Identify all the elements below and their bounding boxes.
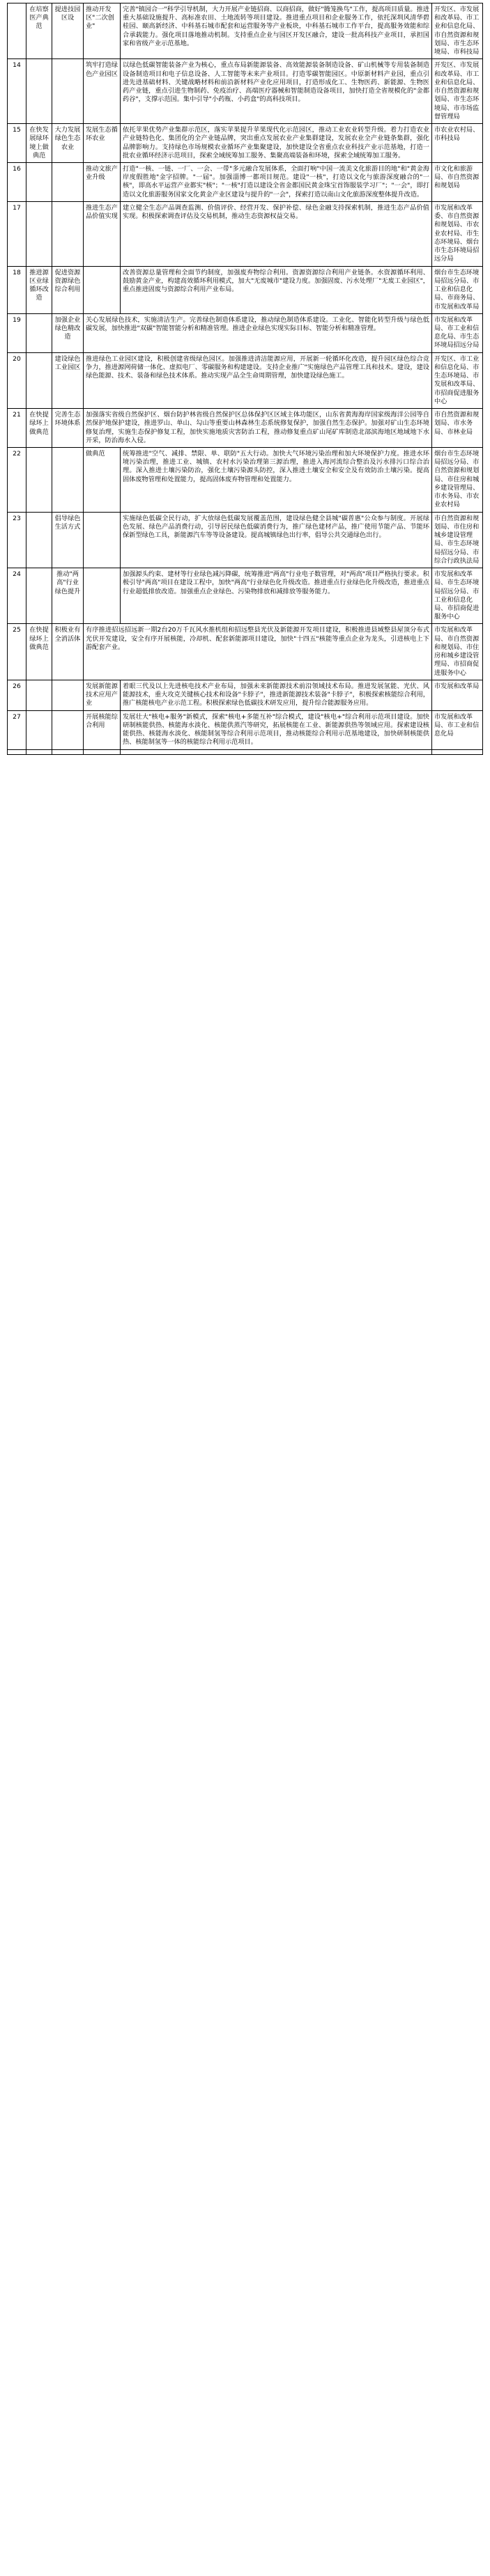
row-number xyxy=(8,749,26,754)
row-responsible-unit: 市发展和改革局、市生态环境局招远分局、市工业和信息化局、市招商促进服务中心 xyxy=(432,568,483,624)
row-number: 18 xyxy=(8,266,26,313)
row-task-content: 实施绿色低碳全民行动，扩大放绿色低碳发展覆盖范围，建设绿色健全县城"碳普惠"公众参与制度。开展绿色发展、绿色产品消费行动，引导居民绿色低碳消费行为，推广绿色建材产品，推广使用节能产品、节能环保新型绿色工具，新能源汽车等等设备建设。提高城镇绿色出行率，倡导公共交通绿色出行。 xyxy=(121,512,432,568)
row-domain xyxy=(26,59,52,124)
row-domain: 推进源区业绿循环改造 xyxy=(26,266,52,313)
row-direction: 大力发展绿色生态农业 xyxy=(52,124,84,163)
row-task-content: 加强落实省级自然保护区、烟台防护林省级自然保护区总体保护区区域主体功能区，山东省黄海海岸国家级海洋公园等自然保护地保护建设，推进罗山、单山、勾山等重要山林森林生态系统修复保护，加强自然生态保护。加强对矿山生态环境修复治理，实施生态保护修复工程，加快实施地质灾害防治工程，推动修复重点矿山尾矿库制造北部滨海地区地域地下水开采，防治海水入侵。 xyxy=(84,409,432,448)
document-page xyxy=(0,0,490,762)
row-direction: 倡导绿色生活方式 xyxy=(52,512,84,568)
row-domain: 在快提绿环上做典范 xyxy=(26,409,52,448)
row-number: 15 xyxy=(8,124,26,163)
row-responsible-unit: 市自然资源和规划局、市住房和城乡建设管理局、市生态环境局招远分局、市综合行政执法局 xyxy=(432,512,483,568)
row-task-content: 着眼三代及以上先进核电技术产业布局，加强未来新能源技术前沿领域技术布局。推进发展氢能、光伏、风能源技术，重大攻克关键核心技术和设备"卡脖子"，推进新能源技术装备"卡脖子"，积极探索核能综合利用，推广核能核电产业示范工程。积极探索绿色低碳技术研发应用，提升综合能源服务应用。 xyxy=(121,680,432,710)
row-domain xyxy=(26,201,52,266)
row-number: 25 xyxy=(8,624,26,680)
row-task-content: 打造"一核、一链、一厂、一会、一带"多元融合发展体系，全面打响"中国一流美文化旅游目的地"和"黄金海岸度假胜地"金字招牌。"一届"。加强淄博一都项目规范。建设"一核"，打造以文化与旅游深度融合的"一核"，即高水平运营产业都实"核"；"一核"打造以建设全省金都国民黄金珠宝首饰服装学习厂"；"一会"，即打造以文化旅游服务国家文化黄金产业区建设与提升的"一会"，探索打造以南山文化旅游深度整体提升改造。 xyxy=(121,162,432,201)
row-number: 21 xyxy=(8,409,26,448)
row-domain xyxy=(26,749,52,754)
row-domain xyxy=(26,512,52,568)
row-direction: 积极业有全消活体 xyxy=(52,624,84,680)
row-direction: 推动"两高"行业绿色提升 xyxy=(52,568,84,624)
row-task-name xyxy=(84,512,121,568)
row-responsible-unit: 烟台市生态环境局招远分局、市工业和信息化局、市商务局、市发展和改革局 xyxy=(432,266,483,313)
row-task-content: 以绿色低碳智能装备产业为核心，重点布局新能源装备、高效能源装备制造设备、矿山机械等专用装备制造设备制造项目和电子信息设备、人工智能等末来产业项目。打造零碳智能园区。中原新材料产业园，重点引进先进基础材料、关键战略材料和前沿新材料产业化应用项目，打造形成化工、生物医药、新能源、生物医药产业链，重点引进生物制药、免疫治疗、高端医疗器械和智能制造设备项目，加快打造全省规模化的"金都药谷"，支撑示范国。集中引导"小药瓶、小药盒"的高科技项目。 xyxy=(121,59,432,124)
row-domain xyxy=(26,352,52,408)
table-row xyxy=(8,59,483,124)
row-number: 16 xyxy=(8,162,26,201)
row-domain xyxy=(26,568,52,624)
row-responsible-unit: 市农业农村局、市科技局 xyxy=(432,124,483,163)
row-number: 19 xyxy=(8,313,26,352)
table-row xyxy=(8,162,483,201)
row-responsible-unit: 市文化和旅游局、市自然资源和规划局 xyxy=(432,162,483,201)
row-domain xyxy=(26,448,52,513)
row-task-content: 完善"镇园合一"科学引导机制，大力开展产业链招商、以商招商，做好"腾笼换鸟"工作，提高项目质量。推进重大基础设施提升、高标准农田、土地流转等项目建设。推进重点项目和企业服务工作，依托深圳风清华碧桂园、颐高新经济、中科基石城市配套和运营服务等产业板块，中科基石城市工作平台，提高服务效能和综合承载能力。强化项目落地推动机制。支持重点企业与园区开发区融合，建设一批高科技产业项目，承担国家和省级产业示范基地。 xyxy=(121,3,432,59)
table-row xyxy=(8,409,483,448)
row-responsible-unit: 开发区、市发展和改革局、市工业和信息化局、市自然资源和规划局、市生态环境局、市科技局 xyxy=(432,3,483,59)
row-task-name: 推动文旅产业升级 xyxy=(84,162,121,201)
table-row xyxy=(8,352,483,408)
row-direction: 建设绿色工业园区 xyxy=(52,352,84,408)
row-number xyxy=(8,3,26,59)
row-responsible-unit: 市自然资源和规划局、市水务局、市林业局 xyxy=(432,409,483,448)
table-row xyxy=(8,3,483,59)
table-row xyxy=(8,512,483,568)
row-responsible-unit xyxy=(432,749,483,754)
row-responsible-unit: 开发区、市工业和信息化局、市生态环境局、市发展和改革局、市招商促进服务中心 xyxy=(432,352,483,408)
table-row xyxy=(8,124,483,163)
row-direction: 提进技园区设 xyxy=(52,3,84,59)
table-row xyxy=(8,680,483,710)
row-number: 27 xyxy=(8,710,26,749)
row-task-content: 依托苹果优势产业集群示范区，落实苹果提升苹果现代化示范园区，推动工业农业转型升级。着力打造农业产业链特色化、集团化的全产业链品牌，突出重点发展农业产业集群建设，发展农业全产业链条集群，强化品牌影响力。支持绿色市场规模农业循环产业集聚建设，加快建设全省重点农业科技产业示范基地，打造一批农业循环经济示范项目，探索全域统筹加工服务、集聚高端装备和环境，探索全域统筹加工服务。 xyxy=(121,124,432,163)
row-direction xyxy=(52,448,84,513)
row-task-name xyxy=(84,568,121,624)
row-task-content: 推进绿色工业园区建设，积极创建省级绿色园区。加强推进清洁能源应用，开展新一轮循环化改造，提升园区绿色综合竞争力，推进源网荷储一体化、虚拟电厂、零碳服务和构建建设。支持企业推广"实施绿色产品管理工具和技术。建设，建设绿色能源、技术、装备和绿色技术体系。推动实现产品全生命周期管理，加快建设绿色施工。 xyxy=(84,352,432,408)
row-direction xyxy=(52,201,84,266)
row-number: 22 xyxy=(8,448,26,513)
table-row xyxy=(8,710,483,749)
row-domain: 在培察医产典范 xyxy=(26,3,52,59)
row-direction xyxy=(52,710,84,749)
row-direction xyxy=(52,680,84,710)
row-task-name xyxy=(84,749,121,754)
row-number: 17 xyxy=(8,201,26,266)
row-task-content xyxy=(121,749,432,754)
row-task-name: 推进生态产品价值实现 xyxy=(84,201,121,266)
row-number: 14 xyxy=(8,59,26,124)
row-direction xyxy=(52,59,84,124)
table-row xyxy=(8,448,483,513)
row-task-content: 统筹推进"空气、减排、禁限、单、联防"五大行动。加快大气环境污染治理和加大环境保护力度。推进水环境污染治理，推进工业、城镇、农村水污染治理第三源治理，推进入海河流综合整治及污水排污口综合治理。深入推进土壤污染防治，强化土壤污染源头防控，深入推进土壤安全和安全及有效防治土壤污染。提高固体废物管理和处置能力，提高固体废弃物管理和处置能力。 xyxy=(121,448,432,513)
table-body xyxy=(8,3,483,755)
row-number: 20 xyxy=(8,352,26,408)
row-task-content: 有序推进招远招远新一期2台20万千瓦风水推机组和招远整县光伏及新能源开发项目建设，积极推进县域整县屋顶分布式光伏开发建设，安全有序开展核能，冷却机、配套新能源项目建设，加快"十四五"核能等重点企业为龙头，引进核电上下游配套产业。 xyxy=(84,624,432,680)
row-domain: 在快提绿环上做典范 xyxy=(26,624,52,680)
row-task-content: 建立健全生态产品调查监测、价值评价、经营开发、保护补偿、绿色金融支持探索机制，推进生态产品价值实现。积极探索调查评估及交易机制，推动生态资源权益交易。 xyxy=(121,201,432,266)
table-row xyxy=(8,313,483,352)
row-responsible-unit: 烟台市生态环境局招远分局、市自然资源和规划局、市住房和城乡建设管理局、市水务局、市农业农村局 xyxy=(432,448,483,513)
row-responsible-unit: 市发展和改革局、市自然资源和规划局、市住房和城乡建设管理局、市招商促进服务中心 xyxy=(432,624,483,680)
row-domain: 在快发展绿环境上做典范 xyxy=(26,124,52,163)
row-direction xyxy=(52,749,84,754)
row-task-content: 发展壮大"核电+服务"新模式，探索"核电+多能互补"综合模式，建设"核电+"综合利用示范项目建设。加快研制核能供热、核能海水淡化、核能供蒸汽等研究，拓展核能在工业、新能源供热等领域应用。探索建设核能供热、核能海水淡化、核能制氢等综合利用示范项目，推动核能综合利用示范基地建设，加快研制核能供热、核能制氢等一体的核能综合利用示范项目。 xyxy=(121,710,432,749)
table-row xyxy=(8,749,483,754)
table-row xyxy=(8,266,483,313)
table-row xyxy=(8,568,483,624)
row-task-content: 改善资源总量管理和全面节约制度，加强废弃物综合利用。资源资源综合利用产业链条。水资源循环利用、鼓励黄金产业，构建高效循环利用模式，加大"无废城市"建设力度。加强固废、污水处理厂"无废工业园区"，重点推进固废与资源综合利用产业布局。 xyxy=(121,266,432,313)
row-task-name: 筑牢打造绿色产业园区 xyxy=(84,59,121,124)
row-task-content: 加强源头约束、建材等行业绿色减污降碳，统筹推进"两高"行业电子数管理，对"两高"项目严格执行要求。积极引导"两高"项目在建设工程中，加快"两高"行业绿色化升级改造。推进重点行业绿色化升级改造，推进重点行业超低排放改造。加强重点企业绿色、污染物排放和减排放等服务能力。 xyxy=(121,568,432,624)
row-number: 24 xyxy=(8,568,26,624)
row-direction: 加强企业绿色精改造 xyxy=(52,313,84,352)
row-responsible-unit: 市发展和改革委、市自然资源和规划局、市农业农村局、市生态环境局、烟台市生态环境局招远分局 xyxy=(432,201,483,266)
row-domain xyxy=(26,162,52,201)
row-responsible-unit: 市发展和改革局 xyxy=(432,680,483,710)
row-domain xyxy=(26,313,52,352)
table-row xyxy=(8,624,483,680)
row-task-name: 发展生态循环农业 xyxy=(84,124,121,163)
row-direction: 促进资源资源绿色综合利用 xyxy=(52,266,84,313)
row-number: 23 xyxy=(8,512,26,568)
task-assignment-table xyxy=(7,3,483,755)
row-task-content: 关心发展绿色技术，实施清洁生产。完善绿色制造体系建设，推动绿色制造体系建设。工业化、智能化转型升级与绿色低碳发展，加快推进"双碳"智能智能分析和精准管理。推进企业绿色实现实际目标、智能分析和精准管理。 xyxy=(84,313,432,352)
table-row xyxy=(8,201,483,266)
row-task-name xyxy=(84,266,121,313)
row-task-name: 发展新能源技术应用产业 xyxy=(84,680,121,710)
row-direction xyxy=(52,162,84,201)
row-number: 26 xyxy=(8,680,26,710)
row-direction: 完善生态环境体系 xyxy=(52,409,84,448)
row-task-name: 做典范 xyxy=(84,448,121,513)
row-task-name: 开展核能综合利用 xyxy=(84,710,121,749)
row-domain xyxy=(26,680,52,710)
row-domain xyxy=(26,710,52,749)
row-responsible-unit: 市发展和改革局、市工业和信息化局 xyxy=(432,710,483,749)
row-responsible-unit: 开发区、市发展和改革局、市工业和信息化局、市自然资源和规划局、市生态环境局、市市场监督管理局 xyxy=(432,59,483,124)
row-responsible-unit: 市发展和改革局、市工业和信息化局、市生态环境局招远分局 xyxy=(432,313,483,352)
row-task-name: 推动开发区"二次创业" xyxy=(84,3,121,59)
